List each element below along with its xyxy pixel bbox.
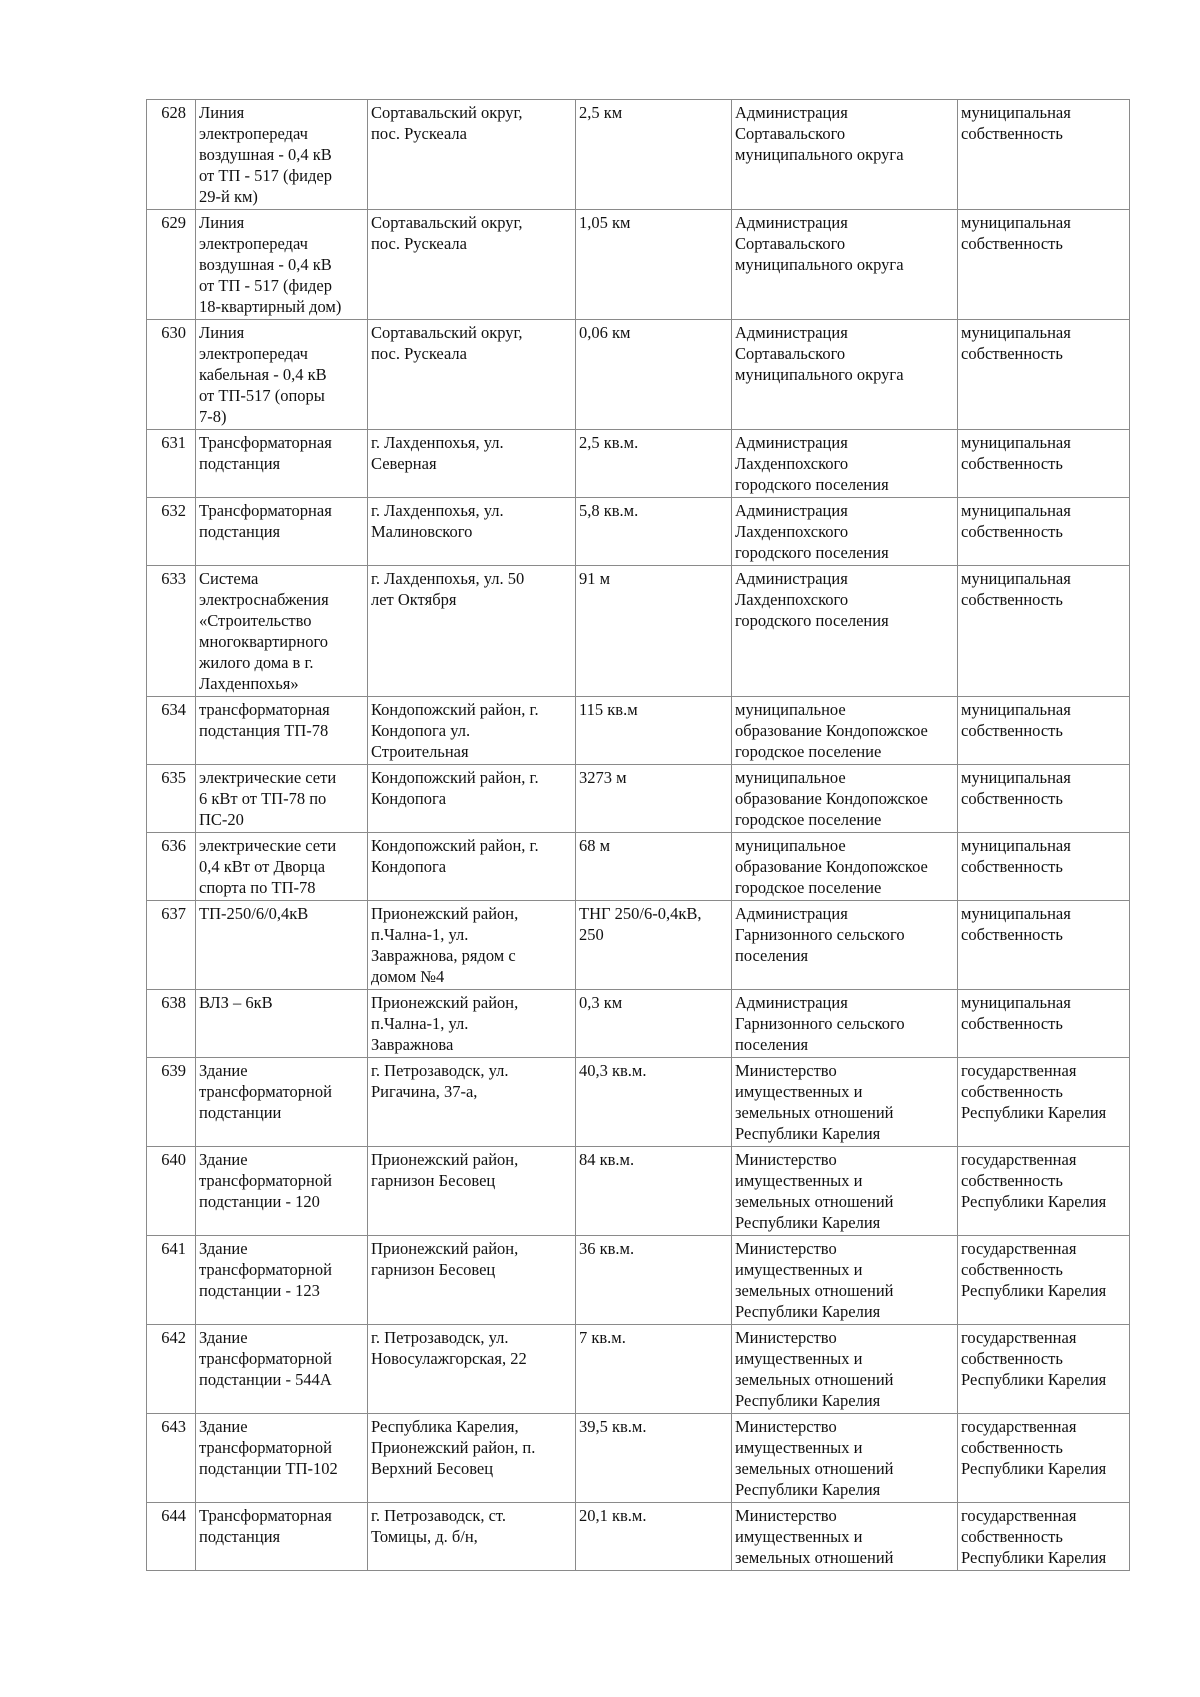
owner-organization: муниципальное образование Кондопожское городское поселение: [732, 765, 958, 833]
object-name: Здание трансформаторной подстанции - 123: [196, 1236, 368, 1325]
owner-organization: Администрация Сортавальского муниципального округа: [732, 100, 958, 210]
owner-organization: Администрация Сортавальского муниципального округа: [732, 210, 958, 320]
object-name: Система электроснабжения «Строительство многоквартирного жилого дома в г. Лахденпохья»: [196, 566, 368, 697]
object-name: Трансформаторная подстанция: [196, 430, 368, 498]
owner-organization: Министерство имущественных и земельных отношений Республики Карелия: [732, 1147, 958, 1236]
object-size: 0,06 км: [576, 320, 732, 430]
table-row: [147, 1503, 1130, 1571]
row-number: 644: [147, 1503, 196, 1571]
owner-organization: Администрация Лахденпохского городского поселения: [732, 498, 958, 566]
object-size: 20,1 кв.м.: [576, 1503, 732, 1571]
owner-organization: Администрация Лахденпохского городского поселения: [732, 430, 958, 498]
registry-body: [147, 100, 1130, 1571]
object-size: 36 кв.м.: [576, 1236, 732, 1325]
object-address: Кондопожский район, г. Кондопога: [368, 833, 576, 901]
owner-organization: Министерство имущественных и земельных отношений Республики Карелия: [732, 1236, 958, 1325]
row-number: 643: [147, 1414, 196, 1503]
ownership-status: муниципальная собственность: [958, 566, 1130, 697]
table-row: [147, 1058, 1130, 1147]
table-row: [147, 430, 1130, 498]
object-size: 5,8 кв.м.: [576, 498, 732, 566]
object-size: 2,5 кв.м.: [576, 430, 732, 498]
object-size: 1,05 км: [576, 210, 732, 320]
owner-organization: Министерство имущественных и земельных отношений Республики Карелия: [732, 1414, 958, 1503]
object-size: 68 м: [576, 833, 732, 901]
ownership-status: государственная собственность Республики Карелия: [958, 1503, 1130, 1571]
row-number: 641: [147, 1236, 196, 1325]
object-address: Кондопожский район, г. Кондопога ул. Строительная: [368, 697, 576, 765]
row-number: 633: [147, 566, 196, 697]
row-number: 630: [147, 320, 196, 430]
row-number: 629: [147, 210, 196, 320]
row-number: 642: [147, 1325, 196, 1414]
table-row: [147, 990, 1130, 1058]
object-address: Сортавальский округ, пос. Рускеала: [368, 210, 576, 320]
row-number: 636: [147, 833, 196, 901]
object-name: электрические сети 6 кВт от ТП-78 по ПС-20: [196, 765, 368, 833]
object-address: Сортавальский округ, пос. Рускеала: [368, 100, 576, 210]
owner-organization: Министерство имущественных и земельных отношений: [732, 1503, 958, 1571]
ownership-status: государственная собственность Республики Карелия: [958, 1325, 1130, 1414]
ownership-status: государственная собственность Республики Карелия: [958, 1414, 1130, 1503]
ownership-status: муниципальная собственность: [958, 100, 1130, 210]
table-row: [147, 566, 1130, 697]
row-number: 639: [147, 1058, 196, 1147]
object-name: Трансформаторная подстанция: [196, 1503, 368, 1571]
object-address: г. Лахденпохья, ул. 50 лет Октября: [368, 566, 576, 697]
owner-organization: Министерство имущественных и земельных отношений Республики Карелия: [732, 1058, 958, 1147]
ownership-status: государственная собственность Республики Карелия: [958, 1236, 1130, 1325]
object-name: Здание трансформаторной подстанции ТП-102: [196, 1414, 368, 1503]
object-address: Республика Карелия, Прионежский район, п. Верхний Бесовец: [368, 1414, 576, 1503]
ownership-status: муниципальная собственность: [958, 210, 1130, 320]
object-name: Линия электропередач кабельная - 0,4 кВ от ТП-517 (опоры 7-8): [196, 320, 368, 430]
property-registry-table: [146, 99, 1130, 1571]
object-address: г. Петрозаводск, ул. Новосулажгорская, 22: [368, 1325, 576, 1414]
table-row: [147, 901, 1130, 990]
ownership-status: государственная собственность Республики Карелия: [958, 1147, 1130, 1236]
object-address: Кондопожский район, г. Кондопога: [368, 765, 576, 833]
owner-organization: муниципальное образование Кондопожское городское поселение: [732, 833, 958, 901]
object-size: 84 кв.м.: [576, 1147, 732, 1236]
ownership-status: муниципальная собственность: [958, 765, 1130, 833]
row-number: 637: [147, 901, 196, 990]
object-size: ТНГ 250/6-0,4кВ, 250: [576, 901, 732, 990]
owner-organization: Администрация Гарнизонного сельского поселения: [732, 901, 958, 990]
ownership-status: муниципальная собственность: [958, 498, 1130, 566]
object-name: трансформаторная подстанция ТП-78: [196, 697, 368, 765]
table-row: [147, 697, 1130, 765]
object-size: 3273 м: [576, 765, 732, 833]
table-row: [147, 498, 1130, 566]
table-row: [147, 320, 1130, 430]
object-size: 39,5 кв.м.: [576, 1414, 732, 1503]
owner-organization: Министерство имущественных и земельных отношений Республики Карелия: [732, 1325, 958, 1414]
row-number: 631: [147, 430, 196, 498]
object-size: 91 м: [576, 566, 732, 697]
object-name: Линия электропередач воздушная - 0,4 кВ от ТП - 517 (фидер 18-квартирный дом): [196, 210, 368, 320]
object-address: г. Петрозаводск, ст. Томицы, д. б/н,: [368, 1503, 576, 1571]
object-size: 0,3 км: [576, 990, 732, 1058]
object-address: Прионежский район, гарнизон Бесовец: [368, 1147, 576, 1236]
object-name: ТП-250/6/0,4кВ: [196, 901, 368, 990]
table-row: [147, 1236, 1130, 1325]
ownership-status: муниципальная собственность: [958, 320, 1130, 430]
ownership-status: муниципальная собственность: [958, 697, 1130, 765]
table-row: [147, 765, 1130, 833]
row-number: 638: [147, 990, 196, 1058]
owner-organization: Администрация Лахденпохского городского поселения: [732, 566, 958, 697]
table-row: [147, 1147, 1130, 1236]
table-row: [147, 210, 1130, 320]
ownership-status: муниципальная собственность: [958, 990, 1130, 1058]
ownership-status: муниципальная собственность: [958, 901, 1130, 990]
table-row: [147, 1325, 1130, 1414]
object-size: 115 кв.м: [576, 697, 732, 765]
table-row: [147, 100, 1130, 210]
row-number: 640: [147, 1147, 196, 1236]
object-address: Прионежский район, гарнизон Бесовец: [368, 1236, 576, 1325]
row-number: 634: [147, 697, 196, 765]
object-name: Здание трансформаторной подстанции - 120: [196, 1147, 368, 1236]
row-number: 632: [147, 498, 196, 566]
object-address: Прионежский район, п.Чална-1, ул. Завражнова: [368, 990, 576, 1058]
object-size: 7 кв.м.: [576, 1325, 732, 1414]
object-name: Здание трансформаторной подстанции - 544А: [196, 1325, 368, 1414]
object-size: 2,5 км: [576, 100, 732, 210]
object-address: г. Лахденпохья, ул. Малиновского: [368, 498, 576, 566]
ownership-status: государственная собственность Республики Карелия: [958, 1058, 1130, 1147]
object-address: г. Петрозаводск, ул. Ригачина, 37-а,: [368, 1058, 576, 1147]
table-row: [147, 1414, 1130, 1503]
row-number: 628: [147, 100, 196, 210]
object-name: Здание трансформаторной подстанции: [196, 1058, 368, 1147]
ownership-status: муниципальная собственность: [958, 833, 1130, 901]
object-address: Прионежский район, п.Чална-1, ул. Завражнова, рядом с домом №4: [368, 901, 576, 990]
object-name: ВЛЗ – 6кВ: [196, 990, 368, 1058]
object-size: 40,3 кв.м.: [576, 1058, 732, 1147]
ownership-status: муниципальная собственность: [958, 430, 1130, 498]
row-number: 635: [147, 765, 196, 833]
table-row: [147, 833, 1130, 901]
object-name: Трансформаторная подстанция: [196, 498, 368, 566]
object-address: г. Лахденпохья, ул. Северная: [368, 430, 576, 498]
object-address: Сортавальский округ, пос. Рускеала: [368, 320, 576, 430]
object-name: электрические сети 0,4 кВт от Дворца спорта по ТП-78: [196, 833, 368, 901]
object-name: Линия электропередач воздушная - 0,4 кВ от ТП - 517 (фидер 29-й км): [196, 100, 368, 210]
owner-organization: Администрация Гарнизонного сельского поселения: [732, 990, 958, 1058]
owner-organization: Администрация Сортавальского муниципального округа: [732, 320, 958, 430]
owner-organization: муниципальное образование Кондопожское городское поселение: [732, 697, 958, 765]
